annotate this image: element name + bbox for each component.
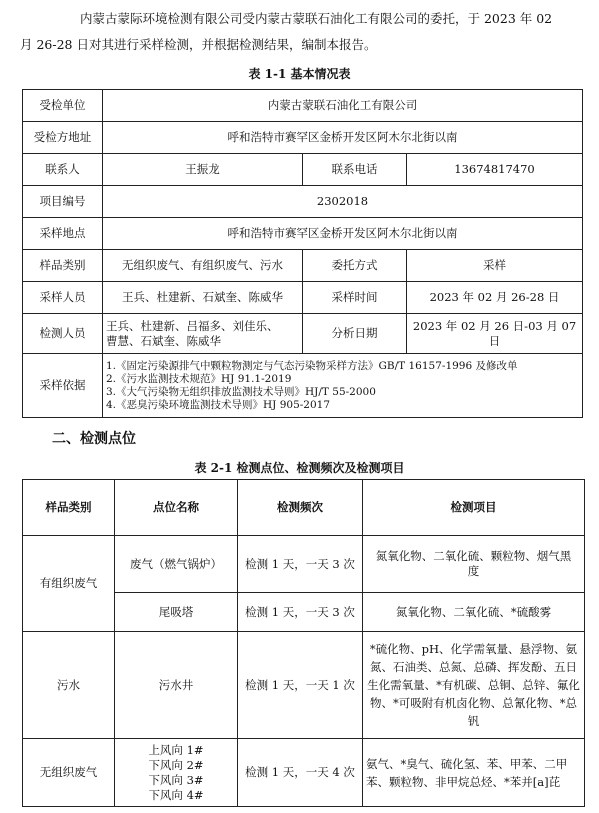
items-sewer-well: *硫化物、pH、化学需氧量、悬浮物、氨氮、石油类、总氮、总磷、挥发酚、五日生化需氧量、*有机碳、总铜、总锌、氟化物、*可吸附有机卤化物、总氰化物、*总钒 [363,632,585,739]
tester-value-line-1: 王兵、杜建新、吕福多、刘佳乐、 [106,318,279,333]
tester-label: 检测人员 [23,314,103,354]
client-value: 内蒙古蒙联石油化工有限公司 [103,90,583,122]
category-wastewater: 污水 [23,632,115,739]
sample-type-value: 无组织废气、有组织废气、污水 [103,250,303,282]
sampling-time-label: 采样时间 [303,282,407,314]
intro-line-2: 月 26-28 日对其进行采样检测，并根据检测结果，编制本报告。 [20,37,377,52]
section-heading: 二、检测点位 [52,431,136,447]
freq-sewer-well: 检测 1 天，一天 1 次 [238,632,363,739]
phone-value: 13674817470 [407,154,583,186]
freq-tail-tower: 检测 1 天，一天 3 次 [238,593,363,632]
freq-fugitive: 检测 1 天，一天 4 次 [238,739,363,807]
basis-list [103,354,583,418]
header-items: 检测项目 [363,480,585,536]
items-fugitive: 氨气、*臭气、硫化氢、苯、甲苯、二甲苯、颗粒物、非甲烷总烃、*苯并[a]芘 [363,739,585,807]
point-upwind-1: 上风向 1# [148,742,204,757]
header-point-name: 点位名称 [115,480,238,536]
basic-info-table [22,89,583,418]
sampling-time-value: 2023 年 02 月 26-28 日 [407,282,583,314]
contact-label: 联系人 [23,154,103,186]
client-label: 受检单位 [23,90,103,122]
category-organized-gas: 有组织废气 [23,536,115,632]
table2-caption: 表 2-1 检测点位、检测频次及检测项目 [194,461,405,475]
table1-caption: 表 1-1 基本情况表 [248,67,351,81]
tester-value [103,314,303,354]
project-value: 2302018 [103,186,583,218]
contact-value: 王振龙 [103,154,303,186]
address-value: 呼和浩特市赛罕区金桥开发区阿木尔北街以南 [103,122,583,154]
site-value: 呼和浩特市赛罕区金桥开发区阿木尔北街以南 [103,218,583,250]
point-sewer-well: 污水井 [115,632,238,739]
header-frequency: 检测频次 [238,480,363,536]
commission-value: 采样 [407,250,583,282]
intro-line-1: 内蒙古蒙际环境检测有限公司受内蒙古蒙联石油化工有限公司的委托，于 2023 年 02 [80,11,553,26]
sample-type-label: 样品类别 [23,250,103,282]
point-tail-tower: 尾吸塔 [115,593,238,632]
address-label: 受检方地址 [23,122,103,154]
phone-label: 联系电话 [303,154,407,186]
category-fugitive-gas: 无组织废气 [23,739,115,807]
point-boiler: 废气（燃气锅炉） [115,536,238,593]
sampler-label: 采样人员 [23,282,103,314]
tester-value-line-2: 曹慧、石斌奎、陈威华 [106,333,221,348]
items-tail-tower: 氮氧化物、二氧化硫、*硫酸雾 [363,593,585,632]
point-downwind-3: 下风向 3# [148,772,204,787]
points-fugitive [115,739,238,807]
basis-label: 采样依据 [23,354,103,418]
header-sample-type: 样品类别 [23,480,115,536]
analysis-value: 2023 年 02 月 26 日-03 月 07 日 [407,314,583,354]
point-downwind-2: 下风向 2# [148,757,204,772]
monitoring-points-table [22,479,585,807]
sampler-value: 王兵、杜建新、石斌奎、陈威华 [103,282,303,314]
point-downwind-4: 下风向 4# [148,787,204,802]
basis-item: 1.《固定污染源排气中颗粒物测定与气态污染物采样方法》GB/T 16157-1996 及修改单 [106,359,518,372]
freq-boiler: 检测 1 天，一天 3 次 [238,536,363,593]
commission-label: 委托方式 [303,250,407,282]
analysis-label: 分析日期 [303,314,407,354]
project-label: 项目编号 [23,186,103,218]
intro-paragraph [20,6,580,58]
basis-item: 3.《大气污染物无组织排放监测技术导则》HJ/T 55-2000 [106,385,376,398]
items-boiler: 氮氧化物、二氧化硫、颗粒物、烟气黑度 [363,536,585,593]
basis-item: 4.《恶臭污染环境监测技术导则》HJ 905-2017 [106,398,331,411]
site-label: 采样地点 [23,218,103,250]
basis-item: 2.《污水监测技术规范》HJ 91.1-2019 [106,372,292,385]
